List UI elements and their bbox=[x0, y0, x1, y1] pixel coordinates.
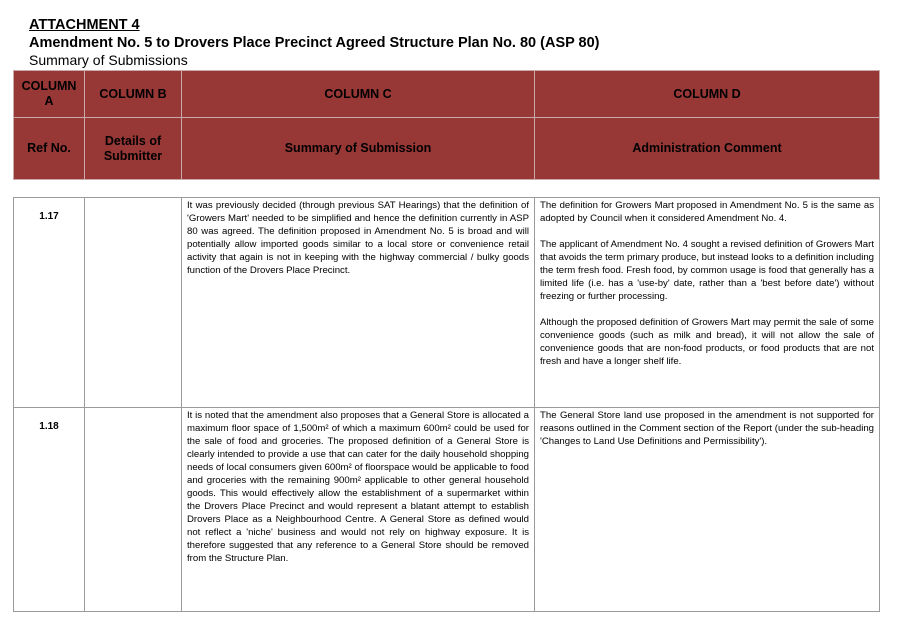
table-row bbox=[14, 408, 880, 612]
submission-summary: It is noted that the amendment also proposes that a General Store is allocated a maximum floor space of 1,500m² of which a maximum 600m² could be used for the sale of food and groceries. The proposed definition of a General Store is clearly intended to provide a use that can cater for the daily household shopping needs of local consumers given 600m² of floorspace would be applicable to food and groceries with the remaining 900m² applicable to other general household goods. This would effectively allow the establishment of a supermarket within the Drovers Place Precinct and would represent a blatant attempt to establish Drovers Place as a Neighbourhood Centre. A General Store as defined would not reflect a 'niche' business and would not rely on highway exposure. It is therefore suggested that any reference to a General Store should be removed from the Structure Plan. bbox=[182, 408, 535, 612]
column-label-row bbox=[14, 71, 880, 118]
column-label-d: COLUMN D bbox=[535, 71, 880, 118]
column-label-b: COLUMN B bbox=[85, 71, 182, 118]
attachment-label: ATTACHMENT 4 bbox=[29, 17, 140, 33]
administration-comment bbox=[535, 408, 880, 612]
table-row bbox=[14, 198, 880, 408]
column-header-row bbox=[14, 118, 880, 180]
document-heading bbox=[29, 16, 889, 69]
header-ref-no: Ref No. bbox=[14, 118, 85, 180]
header-submitter-details: Details of Submitter bbox=[85, 118, 182, 180]
comment-paragraph: Although the proposed definition of Growers Mart may permit the sale of some convenience goods (such as milk and bread), it will not allow the sale of convenience goods that are non-food products, or food products that are not fresh and have a longer shelf life. bbox=[540, 317, 874, 367]
header-summary: Summary of Submission bbox=[182, 118, 535, 180]
column-label-a: COLUMN A bbox=[14, 71, 85, 118]
submission-summary: It was previously decided (through previous SAT Hearings) that the definition of 'Growers Mart' needed to be simplified and hence the definition currently in ASP 80 was agreed. The definition proposed in Amendment No. 5 is broad and will potentially allow imported goods similar to a local store or convenience retail activity that again is not in keeping with the highway commercial / bulky goods function of the Drovers Place Precinct. bbox=[182, 198, 535, 408]
submitter-details bbox=[85, 198, 182, 408]
header-admin-comment: Administration Comment bbox=[535, 118, 880, 180]
document-subtitle: Summary of Submissions bbox=[29, 52, 188, 68]
submissions-table-header bbox=[13, 70, 880, 180]
column-label-c: COLUMN C bbox=[182, 71, 535, 118]
ref-number: 1.17 bbox=[14, 198, 85, 408]
comment-paragraph: The General Store land use proposed in the amendment is not supported for reasons outlined in the Comment section of the Report (under the sub-heading 'Changes to Land Use Definitions and Permissibility'). bbox=[540, 410, 874, 447]
submitter-details bbox=[85, 408, 182, 612]
comment-paragraph: The applicant of Amendment No. 4 sought a revised definition of Growers Mart that avoids the term primary produce, but instead looks to a definition including the term fresh food. Fresh food, by common usage is food that generally has a limited life (i.e. has a 'use-by' date, rather than a 'best before date') without freezing or further processing. bbox=[540, 239, 874, 302]
administration-comment bbox=[535, 198, 880, 408]
document-title: Amendment No. 5 to Drovers Place Precinct Agreed Structure Plan No. 80 (ASP 80) bbox=[29, 35, 600, 51]
submissions-table-body bbox=[13, 197, 880, 612]
comment-paragraph: The definition for Growers Mart proposed in Amendment No. 5 is the same as adopted by Council when it considered Amendment No. 4. bbox=[540, 200, 874, 224]
ref-number: 1.18 bbox=[14, 408, 85, 612]
